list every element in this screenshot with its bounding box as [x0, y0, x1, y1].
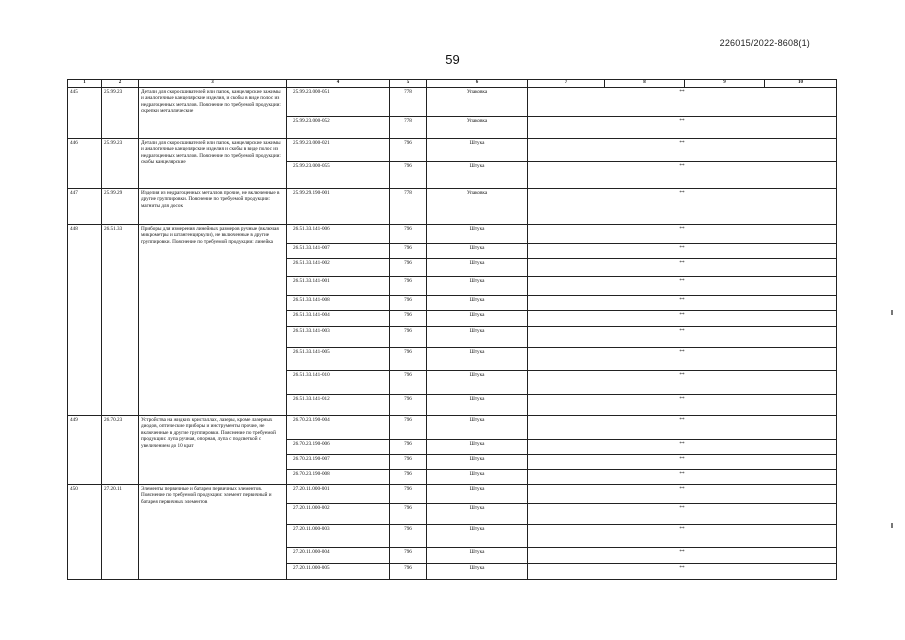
ktru-code: 26.51.33.141-003: [287, 327, 390, 348]
value-cell: **: [528, 296, 837, 311]
ktru-code: 26.70.23.190-004: [287, 416, 390, 440]
unit-code: 796: [390, 470, 427, 485]
procurement-table: [67, 79, 837, 580]
column-header: 8: [605, 80, 685, 88]
value-cell: **: [528, 139, 837, 162]
unit-code: 796: [390, 139, 427, 162]
value-cell: **: [528, 225, 837, 244]
unit-name: Упаковка: [427, 189, 528, 225]
value-cell: **: [528, 348, 837, 371]
value-cell: **: [528, 548, 837, 564]
okpd-code: 25.99.29: [102, 189, 139, 225]
unit-name: Штука: [427, 277, 528, 296]
column-header: 6: [427, 80, 528, 88]
table-row: [68, 485, 837, 504]
unit-name: Штука: [427, 311, 528, 327]
unit-code: 796: [390, 348, 427, 371]
unit-name: Упаковка: [427, 117, 528, 139]
unit-code: 796: [390, 395, 427, 416]
value-cell: **: [528, 327, 837, 348]
table-row: [68, 225, 837, 244]
item-description: Элементы первичные и батареи первичных элементов. Пояснение по требуемой продукции: элемент первичный и батарея первичных элементов: [139, 485, 287, 580]
table-row: [68, 88, 837, 117]
unit-name: Штука: [427, 348, 528, 371]
unit-code: 796: [390, 277, 427, 296]
table-header-row: [68, 80, 837, 88]
row-number: 448: [68, 225, 102, 416]
unit-name: Штука: [427, 162, 528, 189]
row-number: 450: [68, 485, 102, 580]
unit-name: Штука: [427, 395, 528, 416]
ktru-code: 27.20.11.000-003: [287, 525, 390, 548]
value-cell: **: [528, 395, 837, 416]
page-number: 59: [445, 52, 460, 67]
value-cell: **: [528, 371, 837, 395]
scan-mark: [891, 310, 893, 315]
value-cell: **: [528, 162, 837, 189]
unit-code: 796: [390, 455, 427, 470]
unit-name: Штука: [427, 548, 528, 564]
unit-code: 778: [390, 117, 427, 139]
ktru-code: 25.99.23.000-021: [287, 139, 390, 162]
unit-code: 796: [390, 564, 427, 580]
unit-code: 796: [390, 371, 427, 395]
value-cell: **: [528, 117, 837, 139]
value-cell: **: [528, 189, 837, 225]
item-description: Детали для скоросшивателей или папок, канцелярские зажимы и аналогичные канцелярские изделия, и скобы в виде полос из недрагоценных металлов. Пояснение по требуемой продукции: скрепки металлические: [139, 88, 287, 139]
ktru-code: 26.51.33.141-012: [287, 395, 390, 416]
value-cell: **: [528, 564, 837, 580]
unit-name: Штука: [427, 371, 528, 395]
unit-name: Упаковка: [427, 88, 528, 117]
value-cell: **: [528, 416, 837, 440]
value-cell: **: [528, 504, 837, 525]
item-description: Устройства на жидких кристаллах, лазеры, кроме лазерных диодов, оптические приборы и инструменты прочие, не включенные в другие группировки. Пояснение по требуемой продукции: лупа ручная, опорная, лупа с подсветкой с увеличением до 10 крат: [139, 416, 287, 485]
ktru-code: 26.51.33.141-001: [287, 277, 390, 296]
unit-code: 796: [390, 162, 427, 189]
unit-code: 796: [390, 504, 427, 525]
table-body: [68, 80, 837, 580]
unit-code: 778: [390, 88, 427, 117]
ktru-code: 25.99.23.000-051: [287, 88, 390, 117]
ktru-code: 26.51.33.141-010: [287, 371, 390, 395]
unit-code: 796: [390, 327, 427, 348]
item-description: Детали для скоросшивателей или папок, канцелярские зажимы и аналогичные канцелярские изделия и скобы в виде полос из недрагоценных металлов. Пояснение по требуемой продукции: скобы канцелярские: [139, 139, 287, 189]
ktru-code: 26.70.23.190-006: [287, 440, 390, 455]
value-cell: **: [528, 259, 837, 277]
value-cell: **: [528, 470, 837, 485]
column-header: 9: [685, 80, 765, 88]
ktru-code: 27.20.11.000-005: [287, 564, 390, 580]
unit-name: Штука: [427, 296, 528, 311]
unit-name: Штука: [427, 440, 528, 455]
column-header: 4: [287, 80, 390, 88]
unit-name: Штука: [427, 525, 528, 548]
unit-name: Штука: [427, 416, 528, 440]
unit-name: Штука: [427, 470, 528, 485]
unit-code: 796: [390, 485, 427, 504]
unit-name: Штука: [427, 455, 528, 470]
ktru-code: 26.51.33.141-007: [287, 244, 390, 259]
ktru-code: 26.51.33.141-005: [287, 348, 390, 371]
table-row: [68, 139, 837, 162]
column-header: 5: [390, 80, 427, 88]
unit-code: 796: [390, 225, 427, 244]
value-cell: **: [528, 311, 837, 327]
unit-code: 796: [390, 416, 427, 440]
column-header: 7: [528, 80, 605, 88]
ktru-code: 27.20.11.000-004: [287, 548, 390, 564]
ktru-code: 26.51.33.141-002: [287, 259, 390, 277]
okpd-code: 26.51.33: [102, 225, 139, 416]
ktru-code: 25.99.23.000-055: [287, 162, 390, 189]
ktru-code: 26.70.23.190-008: [287, 470, 390, 485]
value-cell: **: [528, 277, 837, 296]
okpd-code: 26.70.23: [102, 416, 139, 485]
ktru-code: 26.51.33.141-006: [287, 225, 390, 244]
unit-code: 796: [390, 259, 427, 277]
column-header: 1: [68, 80, 102, 88]
ktru-code: 26.51.33.141-008: [287, 296, 390, 311]
row-number: 447: [68, 189, 102, 225]
item-description: Приборы для измерения линейных размеров ручные (включая микрометры и штангенциркули), не включенные в другие группировки. Пояснение по требуемой продукции: линейка: [139, 225, 287, 416]
unit-name: Штука: [427, 504, 528, 525]
scan-mark: [891, 523, 893, 528]
row-number: 446: [68, 139, 102, 189]
unit-code: 796: [390, 525, 427, 548]
unit-code: 796: [390, 548, 427, 564]
ktru-code: 27.20.11.000-001: [287, 485, 390, 504]
unit-name: Штука: [427, 225, 528, 244]
okpd-code: 27.20.11: [102, 485, 139, 580]
ktru-code: 26.70.23.190-007: [287, 455, 390, 470]
column-header: 3: [139, 80, 287, 88]
row-number: 449: [68, 416, 102, 485]
unit-name: Штука: [427, 139, 528, 162]
unit-name: Штука: [427, 259, 528, 277]
value-cell: **: [528, 88, 837, 117]
column-header: 10: [765, 80, 837, 88]
ktru-code: 25.99.23.000-052: [287, 117, 390, 139]
unit-name: Штука: [427, 327, 528, 348]
unit-name: Штука: [427, 485, 528, 504]
ktru-code: 27.20.11.000-002: [287, 504, 390, 525]
unit-name: Штука: [427, 564, 528, 580]
value-cell: **: [528, 440, 837, 455]
column-header: 2: [102, 80, 139, 88]
value-cell: **: [528, 485, 837, 504]
unit-code: 778: [390, 189, 427, 225]
unit-code: 796: [390, 244, 427, 259]
ktru-code: 26.51.33.141-004: [287, 311, 390, 327]
value-cell: **: [528, 455, 837, 470]
unit-code: 796: [390, 296, 427, 311]
okpd-code: 25.99.23: [102, 88, 139, 139]
table-row: [68, 416, 837, 440]
unit-code: 796: [390, 311, 427, 327]
table-row: [68, 189, 837, 225]
document-reference-number: 226015/2022-8608(1): [719, 38, 810, 48]
row-number: 445: [68, 88, 102, 139]
ktru-code: 25.99.29.190-001: [287, 189, 390, 225]
okpd-code: 25.99.23: [102, 139, 139, 189]
unit-code: 796: [390, 440, 427, 455]
value-cell: **: [528, 244, 837, 259]
value-cell: **: [528, 525, 837, 548]
unit-name: Штука: [427, 244, 528, 259]
item-description: Изделия из недрагоценных металлов прочие, не включенные в другие группировки. Пояснение по требуемой продукции: магниты для досок: [139, 189, 287, 225]
